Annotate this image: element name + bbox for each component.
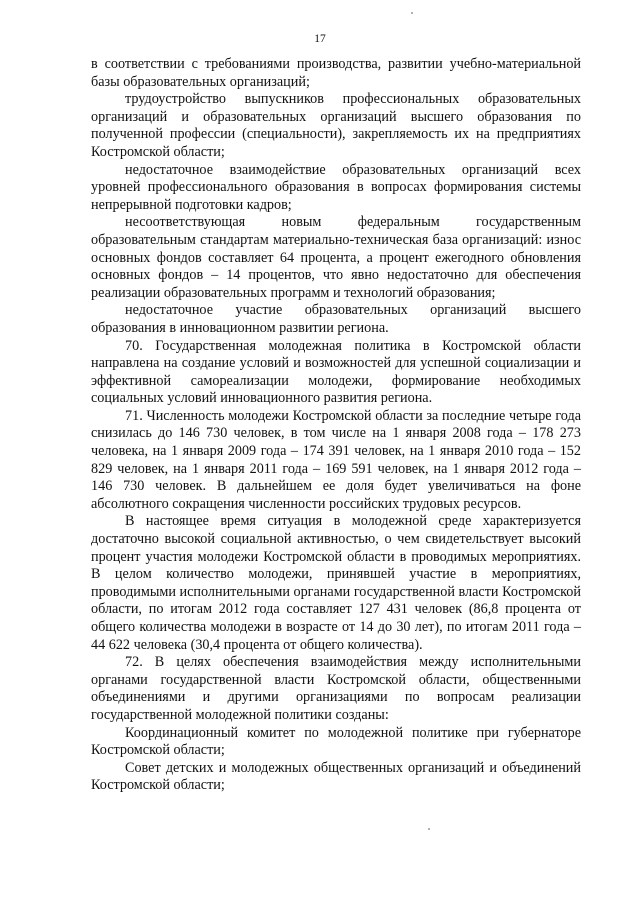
paragraph-insufficient-interaction: недостаточное взаимодействие образовательных организаций всех уровней профессионального образования в вопросах формирования системы непрерывной подготовки кадров;	[91, 161, 581, 213]
paragraph-70: 70. Государственная молодежная политика в Костромской области направлена на создание условий и возможностей для успешной социализации и эффективной самореализации молодежи, формирование необходимых социальных условий инновационного развития региона.	[91, 337, 581, 407]
paragraph-72: 72. В целях обеспечения взаимодействия между исполнительными органами государственной власти Костромской области, общественными объединениями и другими организациями по вопросам реализации государственной молодежной политики созданы:	[91, 654, 581, 723]
scan-speck	[428, 828, 430, 830]
paragraph-coordination-committee: Координационный комитет по молодежной политике при губернаторе Костромской области;	[91, 724, 581, 759]
paragraph-graduate-employment: трудоустройство выпускников профессиональных образовательных организаций и образовательных организаций высшего образования по полученной профессии (специальности), закрепляемость их на предприятиях Костромской области;	[91, 91, 581, 160]
paragraph-innovation-participation: недостаточное участие образовательных организаций высшего образования в инновационном развитии региона.	[91, 302, 581, 336]
paragraph-continuation: в соответствии с требованиями производства, развитии учебно-материальной базы образовательных организаций;	[91, 56, 581, 90]
paragraph-youth-council: Совет детских и молодежных общественных организаций и объединений Костромской области;	[91, 759, 581, 794]
paragraph-material-base: несоответствующая новым федеральным государственным образовательным стандартам материально-техническая база организаций: износ основных фондов составляет 64 процента, а процент ежегодного обновления основных фондов – 14 процентов, что явно недостаточно для обеспечения реализации образовательных программ и технологий образования;	[91, 214, 581, 301]
paragraph-youth-activity: В настоящее время ситуация в молодежной среде характеризуется достаточно высокой социальной активностью, о чем свидетельствует высокий процент участия молодежи Костромской области в проводимых мероприятиях. В целом количество молодежи, принявшей участие в мероприятиях, проводимыми исполнительными органами государственной власти Костромской области, по итогам 2012 года составляет 127 431 человек (86,8 процента от общего количества молодежи в возрасте от 14 до 30 лет), по итогам 2011 года – 44 622 человека (30,4 процента от общего количества).	[91, 513, 581, 653]
scan-speck	[411, 12, 413, 14]
document-body	[91, 56, 581, 795]
paragraph-71: 71. Численность молодежи Костромской области за последние четыре года снизилась до 146 730 человек, в том числе на 1 января 2008 года – 178 273 человека, на 1 января 2009 года – 174 391 человек, на 1 января 2010 года – 152 829 человек, на 1 января 2011 года – 169 591 человек, на 1 января 2012 года – 146 730 человек. В дальнейшем ее доля будет увеличиваться на фоне абсолютного сокращения численности российских трудовых ресурсов.	[91, 407, 581, 512]
page-number: 17	[314, 33, 326, 45]
